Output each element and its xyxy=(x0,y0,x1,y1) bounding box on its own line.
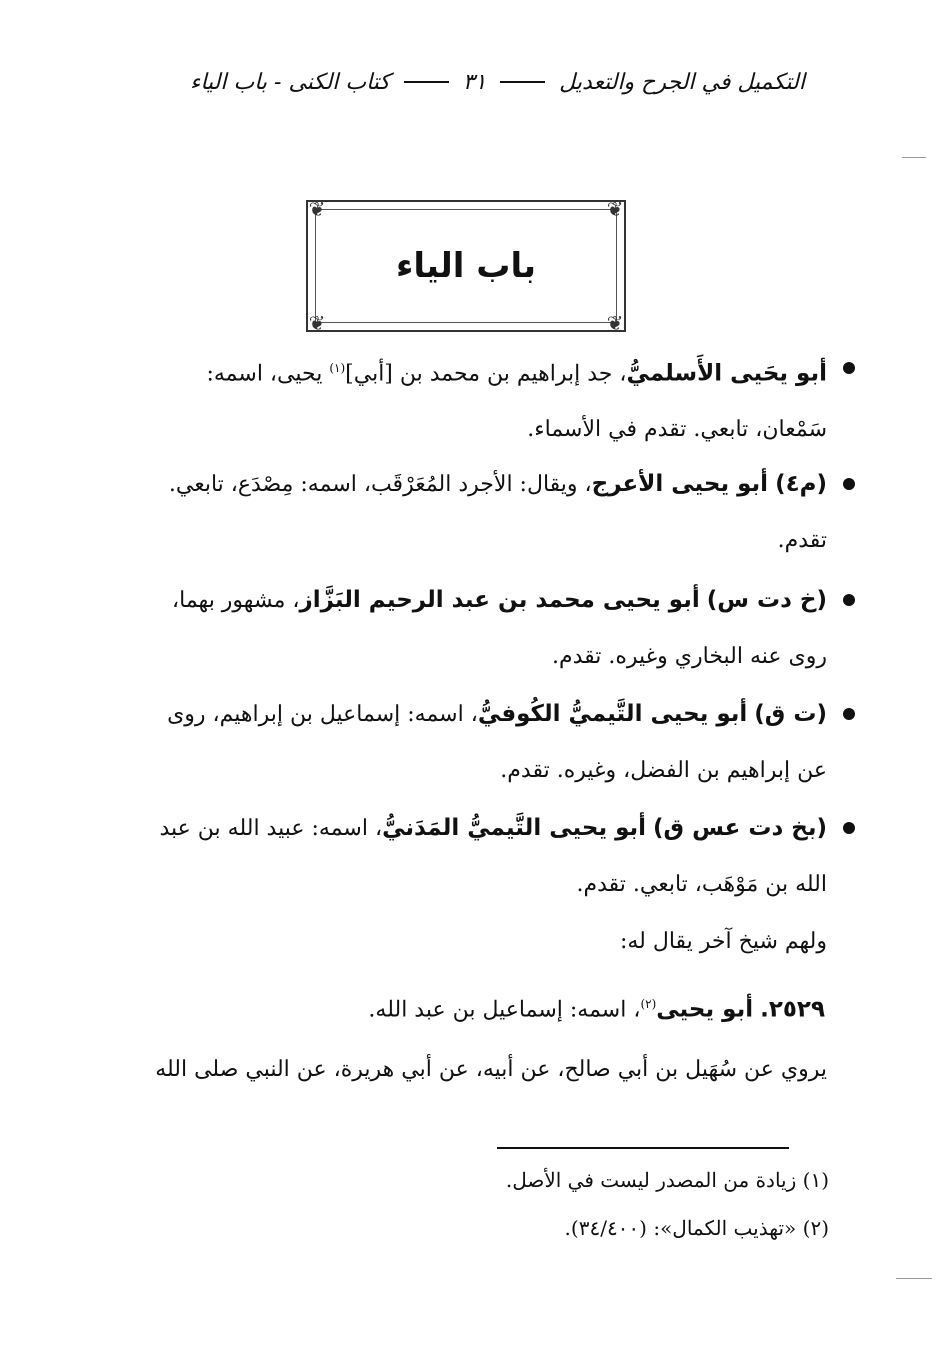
footnote-1: (١) زيادة من المصدر ليست في الأصل. xyxy=(505,1168,829,1192)
ornament-icon: ❦ xyxy=(606,197,624,221)
bullet-icon xyxy=(843,708,855,720)
entry-1 xyxy=(137,340,827,458)
chapter-title-frame xyxy=(306,197,626,335)
footnote-ref: (١) xyxy=(329,361,346,375)
entry-head: أبو يحيى الأعرج xyxy=(591,471,769,497)
bullet-icon xyxy=(843,362,855,374)
bullet-icon xyxy=(843,822,855,834)
entry-codes: (خ دت س) xyxy=(706,587,827,613)
ornament-icon: ❦ xyxy=(606,311,624,335)
book-title: التكميل في الجرح والتعديل xyxy=(559,69,805,95)
entry-text: ، اسمه: عبيد الله بن عبد الله بن مَوْهَب، تابعي. تقدم. xyxy=(159,816,827,897)
header-dash xyxy=(500,81,545,83)
chapter-title: باب الياء xyxy=(396,246,536,286)
entry-text: يحيى، اسمه: سَمْعان، تابعي. تقدم في الأسماء. xyxy=(206,361,827,443)
footnote-divider xyxy=(497,1147,789,1149)
entry-text: ، اسمه: إسماعيل بن إبراهيم، روى عن إبراهيم بن الفضل، وغيره. تقدم. xyxy=(167,702,827,783)
ornament-icon: ❦ xyxy=(308,197,326,221)
entry-codes: (بخ دت عس ق) xyxy=(653,815,827,841)
entry-2 xyxy=(137,456,827,569)
entry-3 xyxy=(137,572,827,685)
numbered-entry xyxy=(368,976,825,1038)
footnote-ref: (٢) xyxy=(640,997,657,1011)
intro-line: ولهم شيخ آخر يقال له: xyxy=(619,929,827,954)
entry-head: أبو يحيى التَّيميُّ المَدَنيُّ xyxy=(382,815,647,841)
entry-number: ٢٥٢٩. xyxy=(760,996,825,1023)
footnote-2: (٢) «تهذيب الكمال»: (٣٤/٤٠٠). xyxy=(564,1216,829,1240)
entry-5 xyxy=(137,800,827,913)
section-title: كتاب الكنى - باب الياء xyxy=(190,69,390,95)
entry-head: أبو يحيى التَّيميُّ الكُوفيُّ xyxy=(477,701,748,727)
entry-head: أبو يحيى محمد بن عبد الرحيم البَزَّاز xyxy=(299,587,700,613)
bullet-icon xyxy=(843,478,855,490)
entry-head: أبو يحيى xyxy=(656,996,754,1023)
scan-speck xyxy=(902,157,926,158)
page-number: ٣١ xyxy=(462,69,487,95)
entry-codes: (م٤) xyxy=(775,471,827,497)
header-dash xyxy=(404,81,449,83)
narration-line: يروي عن سُهَيل بن أبي صالح، عن أبيه، عن أبي هريرة، عن النبي صلى الله xyxy=(155,1057,827,1082)
ornament-icon: ❦ xyxy=(308,311,326,335)
running-header xyxy=(190,62,805,102)
bullet-icon xyxy=(843,594,855,606)
entry-codes: (ت ق) xyxy=(754,701,827,727)
entry-text: ، اسمه: إسماعيل بن عبد الله. xyxy=(368,997,641,1023)
entry-head: أبو يحَيى الأَسلميُّ xyxy=(626,360,827,387)
entry-text: ، جد إبراهيم بن محمد بن [أبي] xyxy=(345,361,627,387)
entry-4 xyxy=(137,686,827,799)
entry-text: ، ويقال: الأجرد المُعَرْقَب، اسمه: مِصْدَع، تابعي. تقدم. xyxy=(168,472,827,553)
scan-speck xyxy=(896,1278,932,1279)
entry-text: ، مشهور بهما، روى عنه البخاري وغيره. تقدم. xyxy=(172,588,827,669)
